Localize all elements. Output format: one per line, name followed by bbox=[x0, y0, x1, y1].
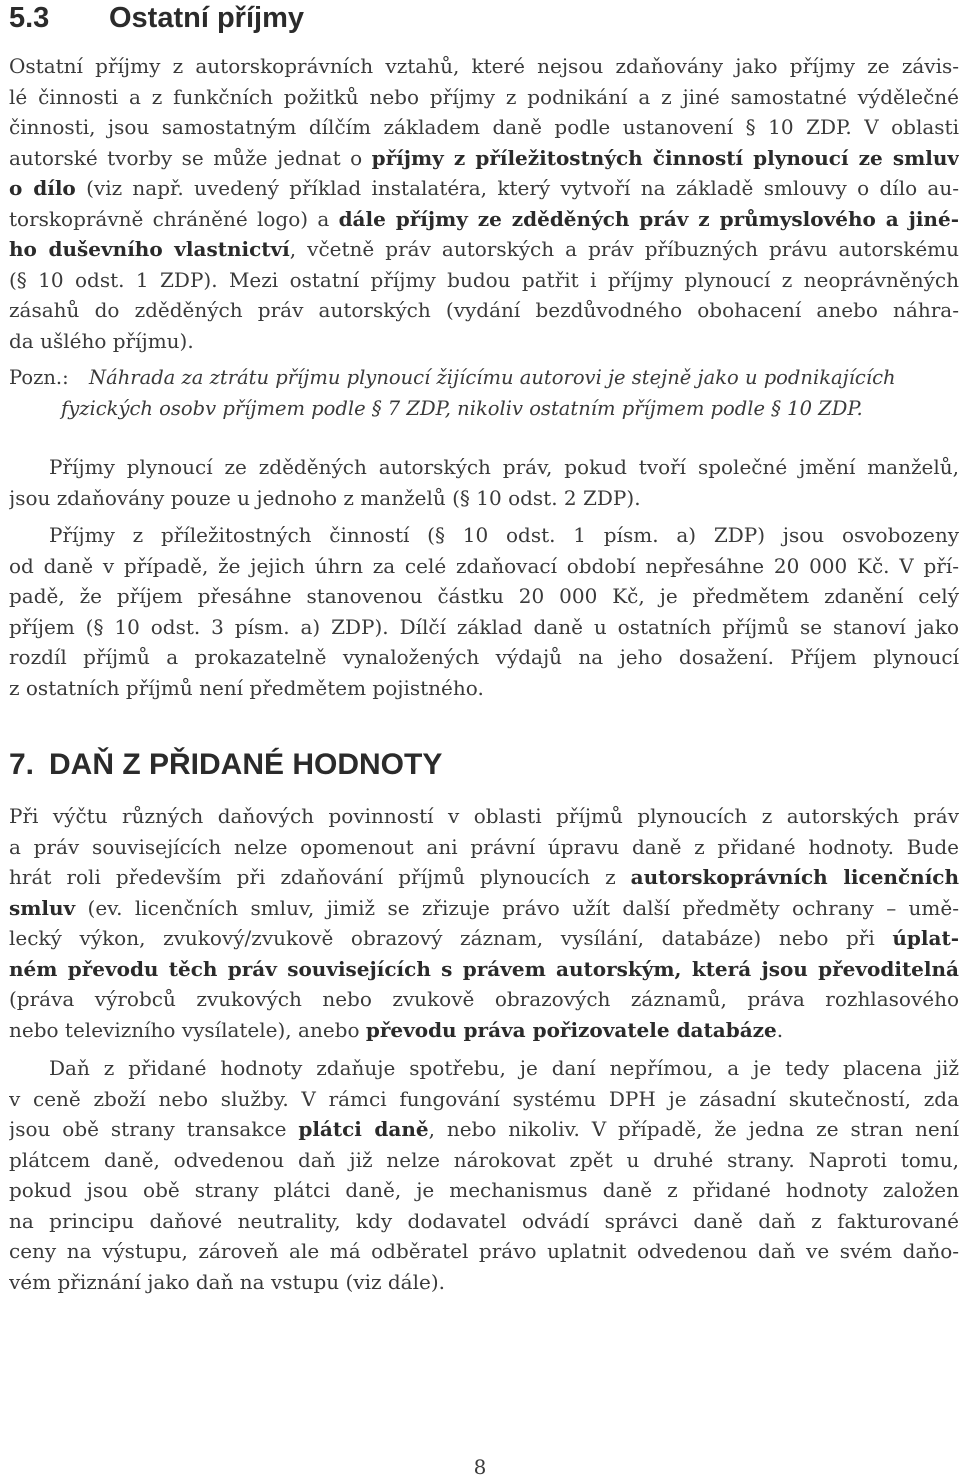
text-line bbox=[9, 862, 959, 893]
bold-text: ho duševního vlastnictví bbox=[9, 237, 290, 261]
text-line bbox=[9, 1053, 959, 1084]
text-line bbox=[9, 551, 959, 582]
bold-text: smluv bbox=[9, 895, 76, 920]
text-line bbox=[9, 173, 959, 204]
text-line bbox=[9, 483, 959, 514]
note-line bbox=[9, 394, 959, 425]
text-line bbox=[9, 112, 959, 143]
text-line bbox=[9, 452, 959, 483]
text-line bbox=[9, 1175, 959, 1206]
text-run: padě, že příjem přesáhne stanovenou částku 20 000 Kč, je předmětem zdanění celý bbox=[9, 584, 959, 608]
note-line bbox=[9, 363, 959, 394]
text-run: (§ 10 odst. 1 ZDP). Mezi ostatní příjmy budou patřit i příjmy plynoucí z neoprávněných bbox=[9, 267, 959, 292]
text-line bbox=[9, 234, 959, 265]
chapter-heading bbox=[9, 745, 442, 785]
text-line bbox=[9, 642, 959, 673]
bold-text: ném převodu těch práv souvisejících s právem autorským, která jsou převoditelná bbox=[9, 956, 959, 981]
bold-text: úplat- bbox=[892, 926, 959, 950]
text-line bbox=[9, 204, 959, 235]
text-line bbox=[9, 673, 959, 704]
text-line bbox=[9, 520, 959, 551]
bold-text: autorskoprávních licenčních bbox=[630, 865, 959, 889]
text-run: torskoprávně chráněné logo) a bbox=[9, 206, 339, 231]
text-run: v ceně zboží nebo služby. V rámci fungování systému DPH je zásadní skutečností, zda bbox=[9, 1086, 959, 1111]
paragraph-other-income bbox=[9, 51, 959, 356]
text-run: Daň z přidané hodnoty zdaňuje spotřebu, je daní nepřímou, a je tedy placena již bbox=[49, 1056, 959, 1080]
text-run: . bbox=[776, 1017, 784, 1042]
bold-text: příjmy z příležitostných činností plynoucí ze smluv bbox=[371, 145, 959, 170]
text-line bbox=[9, 265, 959, 296]
paragraph-occasional-income bbox=[9, 520, 959, 703]
bold-text: dále příjmy ze zděděných práv z průmyslového a jiné- bbox=[338, 206, 959, 231]
text-run: rozdíl příjmů a prokazatelně vynaložených výdajů na jeho dosažení. Příjem plynoucí bbox=[9, 645, 959, 669]
text-run: (ev. licenčních smluv, jimiž se zřizuje právo užít další předměty ochrany – umě- bbox=[75, 895, 959, 920]
text-run: , včetně práv autorských a práv příbuzných právu autorskému bbox=[289, 237, 959, 261]
text-line bbox=[9, 1206, 959, 1237]
section-title: Ostatní příjmy bbox=[109, 2, 304, 34]
text-line bbox=[9, 1114, 959, 1145]
text-line bbox=[9, 612, 959, 643]
text-line bbox=[9, 923, 959, 954]
text-line bbox=[9, 832, 959, 863]
section-number: 5.3 bbox=[9, 2, 50, 34]
text-line bbox=[9, 1084, 959, 1115]
text-run: lecký výkon, zvukový/zvukově obrazový záznam, vysílání, databáze) nebo při bbox=[9, 926, 893, 950]
text-run: Ostatní příjmy z autorskoprávních vztahů, které nejsou zdaňovány jako příjmy ze závis- bbox=[9, 54, 959, 78]
text-line bbox=[9, 581, 959, 612]
bold-text: o dílo bbox=[9, 176, 76, 200]
text-run: ceny na výstupu, zároveň ale má odběratel právo uplatnit odvedenou daň ve svém daňo- bbox=[9, 1239, 959, 1263]
text-run: zásahů do zděděných práv autorských (vydání bezdůvodného obohacení anebo náhra- bbox=[9, 298, 959, 322]
text-line bbox=[9, 984, 959, 1015]
chapter-number: 7. bbox=[9, 748, 35, 781]
paragraph-inherited-rights bbox=[9, 452, 959, 513]
text-run: od daně v případě, že jejich úhrn za celé zdaňovací období nepřesáhne 20 000 Kč. V pří- bbox=[9, 553, 959, 578]
text-run: příjem (§ 10 odst. 3 písm. a) ZDP). Dílčí základ daně u ostatních příjmů se stanoví jako bbox=[9, 614, 959, 639]
text-run: jsou obě strany transakce bbox=[9, 1117, 299, 1141]
text-run: (práva výrobců zvukových nebo zvukově obrazových záznamů, práva rozhlasového bbox=[9, 987, 959, 1011]
text-run: a práv souvisejících nelze opomenout ani právní úpravu daně z přidané hodnoty. Bude bbox=[9, 834, 959, 859]
text-run: hrát roli především při zdaňování příjmů plynoucích z bbox=[9, 865, 631, 889]
text-line bbox=[9, 1267, 959, 1298]
text-line bbox=[9, 143, 959, 174]
text-run: Příjmy z příležitostných činností (§ 10 odst. 1 písm. a) ZDP) jsou osvobozeny bbox=[49, 523, 959, 547]
text-run: lé činnosti a z funkčních požitků nebo příjmy z podnikání a z jiné samostatné výdělečné bbox=[9, 84, 959, 109]
text-run: autorské tvorby se může jednat o bbox=[9, 145, 372, 170]
note-block bbox=[9, 363, 959, 424]
paragraph-vat-intro bbox=[9, 801, 959, 1045]
chapter-title: DAŇ Z PŘIDANÉ HODNOTY bbox=[49, 748, 443, 781]
text-run: plátcem daně, odvedenou daň již nelze nárokovat zpět u druhé strany. Naproti tomu, bbox=[9, 1147, 959, 1172]
text-line bbox=[9, 893, 959, 924]
text-run: vém přiznání jako daň na vstupu (viz dále). bbox=[9, 1269, 445, 1294]
text-run: (viz např. uvedený příklad instalatéra, který vytvoří na základě smlouvy o dílo au- bbox=[75, 176, 959, 200]
text-run: nebo televizního vysílatele), anebo bbox=[9, 1017, 366, 1042]
text-run: z ostatních příjmů není předmětem pojistného. bbox=[9, 675, 484, 700]
text-line bbox=[9, 295, 959, 326]
page-number: 8 bbox=[473, 1455, 487, 1479]
text-line bbox=[9, 326, 959, 357]
text-line bbox=[9, 1145, 959, 1176]
text-line bbox=[9, 1015, 959, 1046]
text-run: Při výčtu různých daňových povinností v oblasti příjmů plynoucích z autorských práv bbox=[9, 804, 959, 828]
text-run: pokud jsou obě strany plátci daně, je mechanismus daně z přidané hodnoty založen bbox=[9, 1178, 959, 1202]
text-run: na principu daňové neutrality, kdy dodavatel odvádí správci daně daň z fakturované bbox=[9, 1208, 959, 1233]
section-heading bbox=[9, 0, 304, 36]
text-line bbox=[9, 801, 959, 832]
text-line bbox=[9, 1236, 959, 1267]
text-run: , nebo nikoliv. V případě, že jedna ze stran není bbox=[428, 1117, 959, 1141]
note-text: Náhrada za ztrátu příjmu plynoucí žijícímu autorovi je stejně jako u podnikajících bbox=[89, 366, 896, 389]
note-text: fyzických osobv příjmem podle § 7 ZDP, nikoliv ostatním příjmem podle § 10 ZDP. bbox=[61, 396, 863, 420]
bold-text: převodu práva pořizovatele databáze bbox=[365, 1017, 777, 1042]
text-line bbox=[9, 954, 959, 985]
text-run: jsou zdaňovány pouze u jednoho z manželů (§ 10 odst. 2 ZDP). bbox=[9, 485, 641, 510]
paragraph-vat-principle bbox=[9, 1053, 959, 1297]
text-run: da ušlého příjmu). bbox=[9, 328, 194, 353]
text-run: činnosti, jsou samostatným dílčím základem daně podle ustanovení § 10 ZDP. V oblasti bbox=[9, 115, 959, 139]
text-line bbox=[9, 82, 959, 113]
text-run: Příjmy plynoucí ze zděděných autorských práv, pokud tvoří společné jmění manželů, bbox=[49, 455, 959, 479]
text-line bbox=[9, 51, 959, 82]
note-label: Pozn.: bbox=[9, 366, 69, 389]
bold-text: plátci daně bbox=[298, 1117, 429, 1141]
